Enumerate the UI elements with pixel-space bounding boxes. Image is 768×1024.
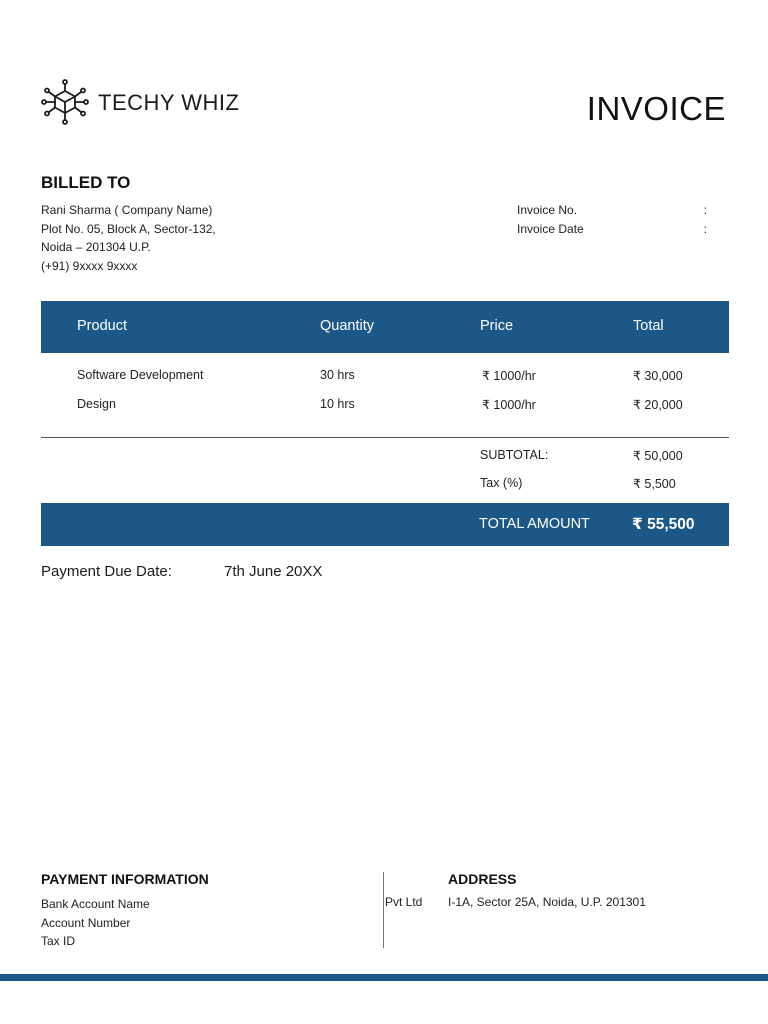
- tax-label: Tax (%): [480, 476, 523, 490]
- payment-information-heading: PAYMENT INFORMATION: [41, 871, 209, 887]
- total-cell: ₹ 20,000: [633, 398, 683, 412]
- price-cell: ₹ 1000/hr: [482, 398, 536, 412]
- brand-name: TECHY WHIZ: [98, 90, 240, 115]
- payment-due-value: 7th June 20XX: [224, 563, 323, 580]
- total-amount-bar: [41, 503, 729, 546]
- product-cell: Design: [77, 397, 116, 411]
- payment-information-block: [41, 895, 150, 951]
- column-header-quantity: Quantity: [320, 318, 374, 334]
- billed-to-address-line-1: Plot No. 05, Block A, Sector-132,: [41, 221, 216, 236]
- document-title: INVOICE: [586, 90, 726, 127]
- payment-due-label: Payment Due Date:: [41, 563, 172, 580]
- product-cell: Software Development: [77, 368, 204, 382]
- total-amount-value: ₹ 55,500: [632, 516, 695, 533]
- table-body: [41, 368, 729, 426]
- billed-to-heading: BILLED TO: [41, 173, 131, 192]
- billed-to-phone: (+91) 9xxxx 9xxxx: [41, 258, 138, 273]
- brand-logo: [40, 78, 239, 128]
- account-name-suffix: Pvt Ltd: [385, 895, 423, 909]
- table-divider: [41, 437, 729, 438]
- invoice-number-label: Invoice No.: [517, 203, 578, 217]
- invoice-number-row: [517, 201, 707, 220]
- tax-id-label: Tax ID: [41, 934, 76, 948]
- total-cell: ₹ 30,000: [633, 369, 683, 383]
- cube-network-icon: [40, 78, 90, 128]
- table-row: [41, 397, 729, 426]
- column-header-product: Product: [77, 318, 127, 334]
- quantity-cell: 30 hrs: [320, 368, 355, 382]
- total-amount-label: TOTAL AMOUNT: [479, 516, 590, 532]
- subtotal-label: SUBTOTAL:: [480, 448, 549, 462]
- billed-to-name: Rani Sharma ( Company Name): [41, 203, 213, 217]
- column-header-total: Total: [633, 318, 664, 334]
- billed-to-block: [41, 201, 216, 275]
- quantity-cell: 10 hrs: [320, 397, 355, 411]
- bottom-accent-bar: [0, 974, 768, 981]
- tax-value: ₹ 5,500: [633, 477, 676, 491]
- billed-to-address-line-2: Noida – 201304 U.P.: [41, 240, 151, 254]
- table-header: [41, 301, 729, 353]
- column-header-price: Price: [480, 318, 514, 334]
- subtotal-value: ₹ 50,000: [633, 449, 683, 463]
- address-line: I-1A, Sector 25A, Noida, U.P. 201301: [448, 895, 646, 909]
- invoice-date-row: [517, 220, 707, 239]
- account-number-label: Account Number: [41, 915, 131, 930]
- bank-account-name-label: Bank Account Name: [41, 897, 150, 911]
- invoice-number-separator: :: [703, 203, 707, 217]
- address-heading: ADDRESS: [448, 871, 517, 887]
- invoice-meta: [517, 201, 707, 238]
- invoice-date-separator: :: [703, 221, 707, 236]
- table-row: [41, 368, 729, 397]
- invoice-date-label: Invoice Date: [517, 221, 584, 236]
- footer-divider: [383, 872, 384, 948]
- price-cell: ₹ 1000/hr: [482, 369, 536, 383]
